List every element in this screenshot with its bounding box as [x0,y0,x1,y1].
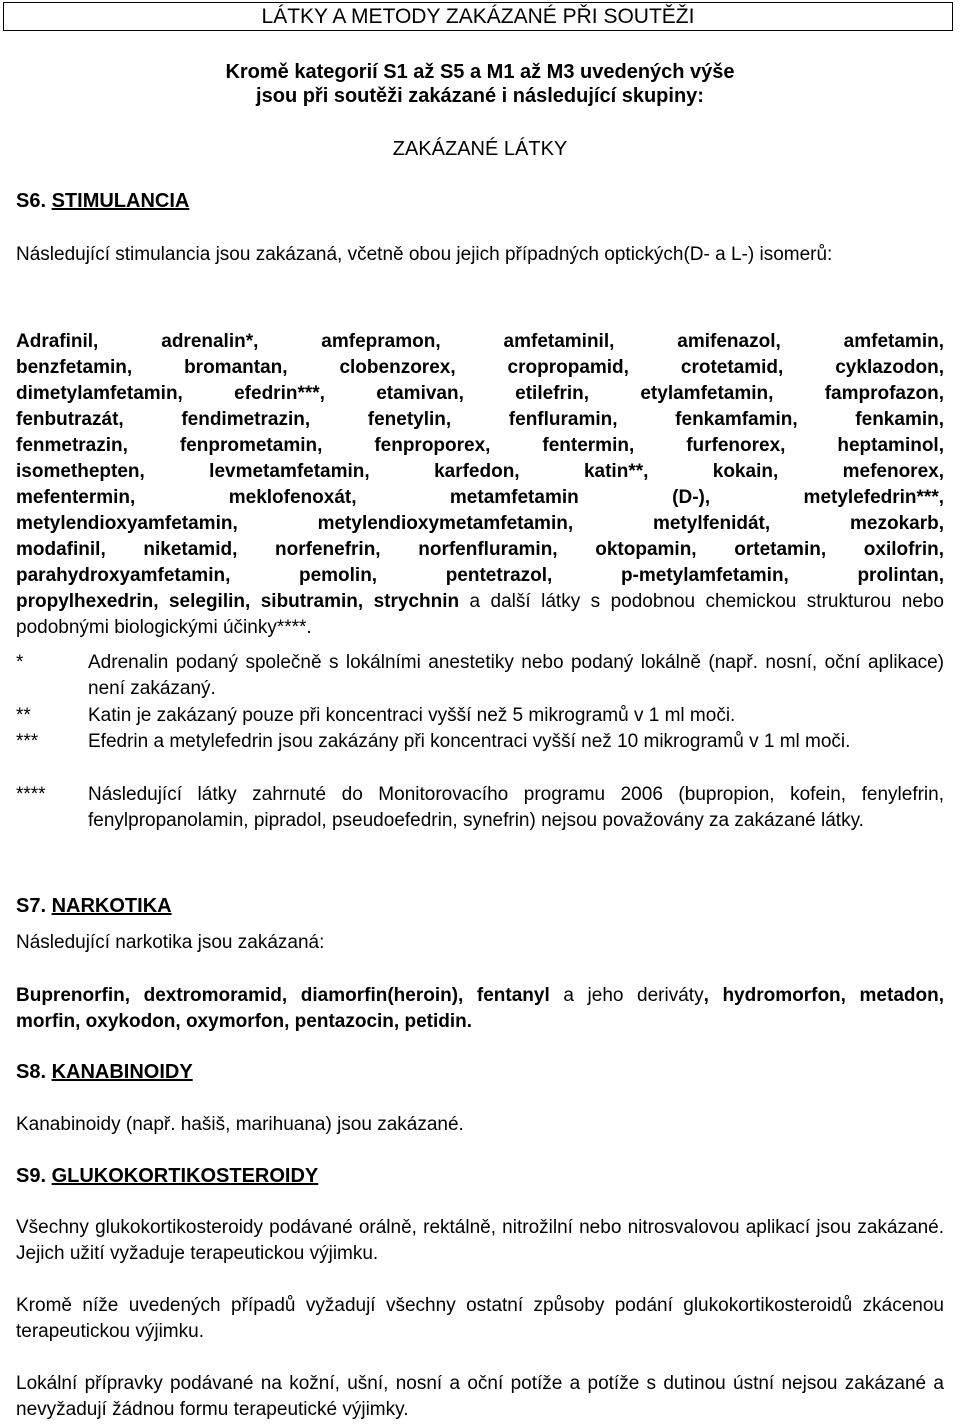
stimulants-line: Adrafinil, adrenalin*, amfepramon, amfetaminil, amifenazol, amfetamin, [16,331,944,352]
footnote-text: Adrenalin podaný společně s lokálními anestetiky nebo podaný lokálně (např. nosní, oční aplikace) není zakázaný. [88,652,944,699]
narcotics-bold-1: Buprenorfin, dextromoramid, diamorfin(heroin), fentanyl [16,985,550,1006]
section-s9-heading [16,1163,944,1189]
section-s7-number: S7. [16,895,47,917]
section-s7-intro: Následující narkotika jsou zakázaná: [16,932,325,953]
stimulants-line: fenmetrazin, fenprometamin, fenproporex, fentermin, furfenorex, heptaminol, [16,435,944,456]
section-s7-heading [16,893,944,919]
stimulants-line: metylendioxyamfetamin, metylendioxymetamfetamin, metylfenidát, mezokarb, [16,513,944,534]
section-s9-paragraph-1: Všechny glukokortikosteroidy podávané orálně, rektálně, nitrožilní nebo nitrosvalovou aplikací jsou zakázané. Jejich užití vyžaduje terapeutickou výjimku. [16,1217,944,1264]
narcotics-bold-2: , hydromorfon, metadon, morfin, oxykodon, oxymorfon, pentazocin, petidin. [16,985,944,1032]
footnote-mark: * [16,652,24,673]
stimulants-last-paragraph [16,589,944,641]
footnote-text: Efedrin a metylefedrin jsou zakázány při koncentraci vyšší než 10 mikrogramů v 1 ml moči. [88,731,851,752]
footnote-2 [16,703,944,729]
footnote-1 [16,650,944,702]
stimulants-line: benzfetamin, bromantan, clobenzorex, cropropamid, crotetamid, cyklazodon, [16,357,944,378]
section-s9-paragraph-2: Kromě níže uvedených případů vyžadují všechny ostatní způsoby podání glukokortikosteroidů zkácenou terapeutickou výjimku. [16,1295,944,1342]
footnote-mark: **** [16,784,46,805]
subtitle [0,60,960,108]
section-s9-number: S9. [16,1165,47,1187]
stimulants-line: mefentermin, meklofenoxát, metamfetamin (D-), metylefedrin***, [16,487,944,508]
stimulants-line: dimetylamfetamin, efedrin***, etamivan, etilefrin, etylamfetamin, famprofazon, [16,383,944,404]
subtitle-line-2: jsou při soutěži zakázané i následující skupiny: [256,85,704,107]
footnote-3 [16,729,944,755]
section-s6-intro: Následující stimulancia jsou zakázaná, včetně obou jejich případných optických(D- a L-) isomerů: [16,244,833,265]
footnote-text: Následující látky zahrnuté do Monitorovacího programu 2006 (bupropion, kofein, fenylefrin, fenylpropanolamin, pipradol, pseudoefedrin, synefrin) nejsou považovány za zakázané látky. [88,784,944,831]
narcotics-list [16,983,944,1035]
footnote-mark: ** [16,705,31,726]
section-s8-name: KANABINOIDY [51,1061,193,1083]
stimulants-line: modafinil, niketamid, norfenefrin, norfenfluramin, oktopamin, ortetamin, oxilofrin, [16,539,944,560]
page-title [3,2,953,31]
section-s8-heading [16,1059,944,1085]
subtitle-line-1: Kromě kategorií S1 až S5 a M1 až M3 uvedených výše [225,61,735,83]
stimulants-last-bold: propylhexedrin, selegilin, sibutramin, strychnin [16,591,460,612]
footnote-mark: *** [16,731,39,752]
section-s6-number: S6. [16,190,47,212]
stimulants-line: parahydroxyamfetamin, pemolin, pentetrazol, p-metylamfetamin, prolintan, [16,565,944,586]
footnote-4 [16,782,944,834]
section-s7-name: NARKOTIKA [51,895,172,917]
section-s9-name: GLUKOKORTIKOSTEROIDY [51,1165,319,1187]
stimulants-list [16,329,944,641]
stimulants-line: fenbutrazát, fendimetrazin, fenetylin, fenfluramin, fenkamfamin, fenkamin, [16,409,944,430]
section-s6-name: STIMULANCIA [51,190,190,212]
narcotics-plain: a jeho deriváty [549,985,704,1006]
stimulants-line: isomethepten, levmetamfetamin, karfedon, katin**, kokain, mefenorex, [16,461,944,482]
section-s9-paragraph-3: Lokální přípravky podávané na kožní, ušní, nosní a oční potíže a potíže s dutinou ústní nejsou zakázané a nevyžadují žádnou formu terapeutické výjimky. [16,1373,944,1420]
banned-substances-heading: ZAKÁZANÉ LÁTKY [392,138,568,160]
section-s8-text: Kanabinoidy (např. hašiš, marihuana) jsou zakázané. [16,1114,464,1135]
page-title-text: LÁTKY A METODY ZAKÁZANÉ PŘI SOUTĚŽI [261,5,695,28]
section-s8-number: S8. [16,1061,47,1083]
section-s6-heading [16,188,944,214]
footnote-text: Katin je zakázaný pouze při koncentraci vyšší než 5 mikrogramů v 1 ml moči. [88,705,736,726]
stimulants-last-rest: a další látky s podobnou chemickou strukturou nebo podobnými biologickými účinky****. [16,591,944,638]
